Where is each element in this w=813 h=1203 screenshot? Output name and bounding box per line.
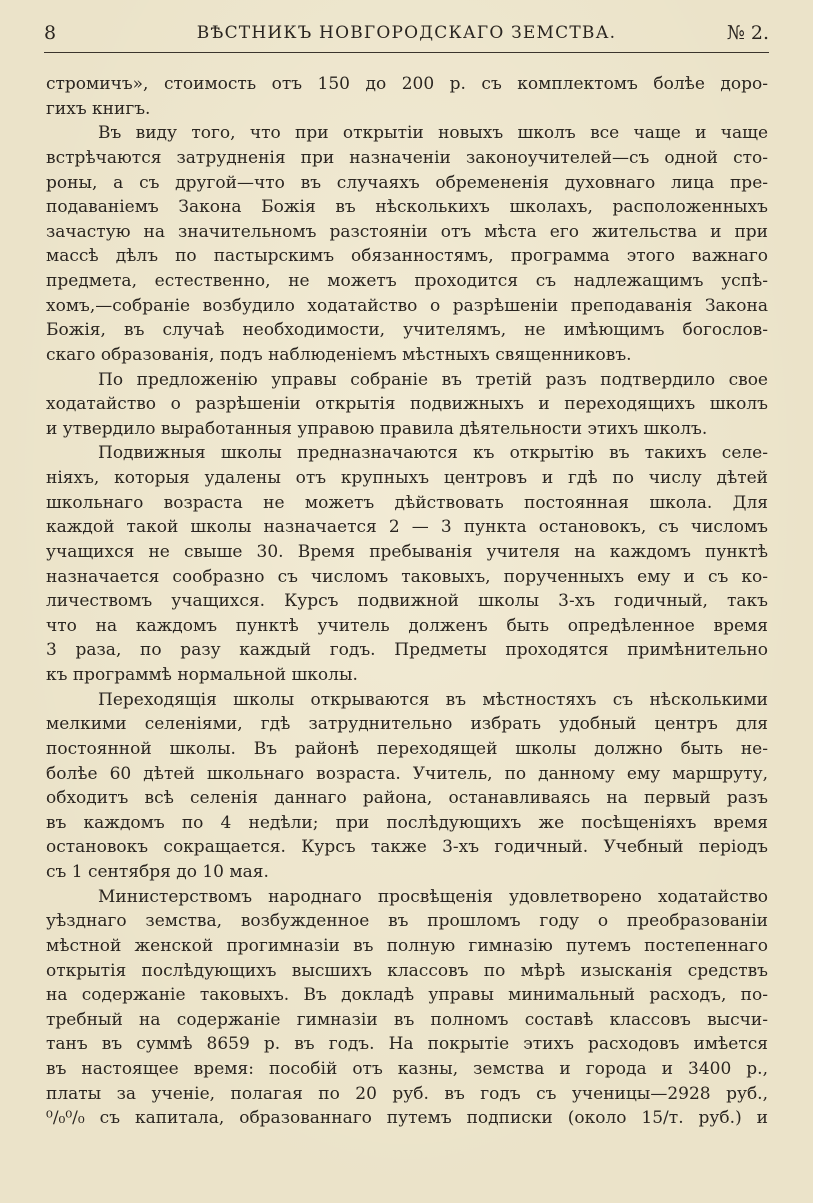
paragraph	[46, 121, 768, 367]
text-line: назначается сообразно съ числомъ таковыхъ, порученныхъ ему и съ ко-	[46, 566, 768, 587]
text-line: массѣ дѣлъ по пастырскимъ обязанностямъ, программа этого важнаго	[46, 246, 768, 267]
text-line: обходитъ всѣ селенія даннаго района, останавливаясь на первый разъ	[46, 788, 768, 809]
text-line: мелкими селеніями, гдѣ затруднительно избрать удобный центръ для	[46, 714, 768, 735]
paragraph	[46, 441, 768, 687]
text-line: гихъ книгъ.	[46, 98, 151, 119]
text-line: ходатайство о разрѣшеніи открытія подвижныхъ и переходящихъ школъ	[46, 394, 768, 415]
text-line: платы за ученіе, полагая по 20 руб. въ годъ съ ученицы—2928 руб.,	[46, 1083, 768, 1104]
page-header	[44, 20, 769, 46]
text-line: встрѣчаются затрудненія при назначеніи законоучителей—съ одной сто-	[46, 147, 768, 168]
paragraph	[46, 688, 768, 885]
running-title: ВѢСТНИКЪ НОВГОРОДСКАГО ЗЕМСТВА.	[196, 23, 617, 43]
text-line: хомъ,—собраніе возбудило ходатайство о разрѣшеніи преподаванія Закона	[46, 295, 768, 316]
text-line: Подвижныя школы предназначаются къ открытію въ такихъ селе-	[98, 443, 768, 464]
text-line: на содержаніе таковыхъ. Въ докладѣ управы минимальный расходъ, по-	[46, 985, 768, 1006]
text-line: зачастую на значительномъ разстояніи отъ мѣста его жительства и при	[46, 221, 768, 242]
text-line: требный на содержаніе гимназіи въ полномъ составѣ классовъ высчи-	[46, 1009, 768, 1030]
body-text	[46, 72, 768, 1131]
text-line: болѣе 60 дѣтей школьнаго возраста. Учитель, по данному ему маршруту,	[46, 763, 768, 784]
text-line: ніяхъ, которыя удалены отъ крупныхъ центровъ и гдѣ по числу дѣтей	[46, 468, 768, 488]
text-line: роны, а съ другой—что въ случаяхъ обремененія духовнаго лица пре-	[46, 172, 768, 193]
text-line: съ 1 сентября до 10 мая.	[46, 862, 269, 882]
page-number: 8	[44, 22, 57, 44]
text-line: остановокъ сокращается. Курсъ также 3-хъ годичный. Учебный періодъ	[46, 837, 768, 858]
text-line: ⁰/₀⁰/₀ съ капитала, образованнаго путемъ подписки (около 15/т. руб.) и	[46, 1108, 768, 1129]
text-line: къ программѣ нормальной школы.	[46, 665, 358, 685]
text-line: въ каждомъ по 4 недѣли; при послѣдующихъ же посѣщеніяхъ время	[46, 812, 768, 833]
text-line: школьнаго возраста не можетъ дѣйствовать постоянная школа. Для	[46, 492, 768, 513]
text-line: постоянной школы. Въ районѣ переходящей школы должно быть не-	[46, 738, 768, 759]
text-line: Божія, въ случаѣ необходимости, учителямъ, не имѣющимъ богослов-	[46, 320, 768, 341]
text-line: личествомъ учащихся. Курсъ подвижной школы 3-хъ годичный, такъ	[46, 591, 768, 612]
text-line: что на каждомъ пунктѣ учитель долженъ быть опредѣленное время	[46, 615, 768, 636]
text-line: открытія послѣдующихъ высшихъ классовъ по мѣрѣ изысканія средствъ	[46, 960, 768, 981]
text-line: скаго образованія, подъ наблюденіемъ мѣстныхъ священниковъ.	[46, 344, 632, 365]
text-line: Министерствомъ народнаго просвѣщенія удовлетворено ходатайство	[98, 886, 768, 907]
header-rule	[44, 52, 769, 53]
paragraph	[46, 368, 768, 442]
text-line: мѣстной женской прогимназіи въ полную гимназію путемъ постепеннаго	[46, 935, 768, 956]
text-line: подаваніемъ Закона Божія въ нѣсколькихъ школахъ, расположенныхъ	[46, 197, 768, 218]
paragraph	[46, 72, 768, 121]
text-line: Въ виду того, что при открытіи новыхъ школъ все чаще и чаще	[98, 123, 768, 144]
paragraph	[46, 885, 768, 1131]
text-line: учащихся не свыше 30. Время пребыванія учителя на каждомъ пунктѣ	[46, 541, 768, 562]
text-line: По предложенію управы собраніе въ третій разъ подтвердило свое	[98, 369, 768, 390]
text-line: стромичъ», стоимость отъ 150 до 200 р. съ комплектомъ болѣе доро-	[46, 74, 768, 94]
text-line: 3 раза, по разу каждый годъ. Предметы проходятся примѣнительно	[46, 640, 768, 661]
text-line: и утвердило выработанныя управою правила дѣятельности этихъ школъ.	[46, 418, 708, 439]
text-line: Переходящія школы открываются въ мѣстностяхъ съ нѣсколькими	[98, 689, 768, 710]
text-line: предмета, естественно, не можетъ проходится съ надлежащимъ успѣ-	[46, 271, 768, 291]
text-line: танъ въ суммѣ 8659 р. въ годъ. На покрытіе этихъ расходовъ имѣется	[46, 1034, 768, 1055]
issue-number: № 2.	[726, 22, 769, 44]
text-line: уѣзднаго земства, возбужденное въ прошломъ году о преобразованіи	[46, 911, 768, 932]
text-line: въ настоящее время: пособій отъ казны, земства и города и 3400 р.,	[46, 1059, 768, 1079]
text-line: каждой такой школы назначается 2 — 3 пункта остановокъ, съ числомъ	[46, 517, 768, 538]
